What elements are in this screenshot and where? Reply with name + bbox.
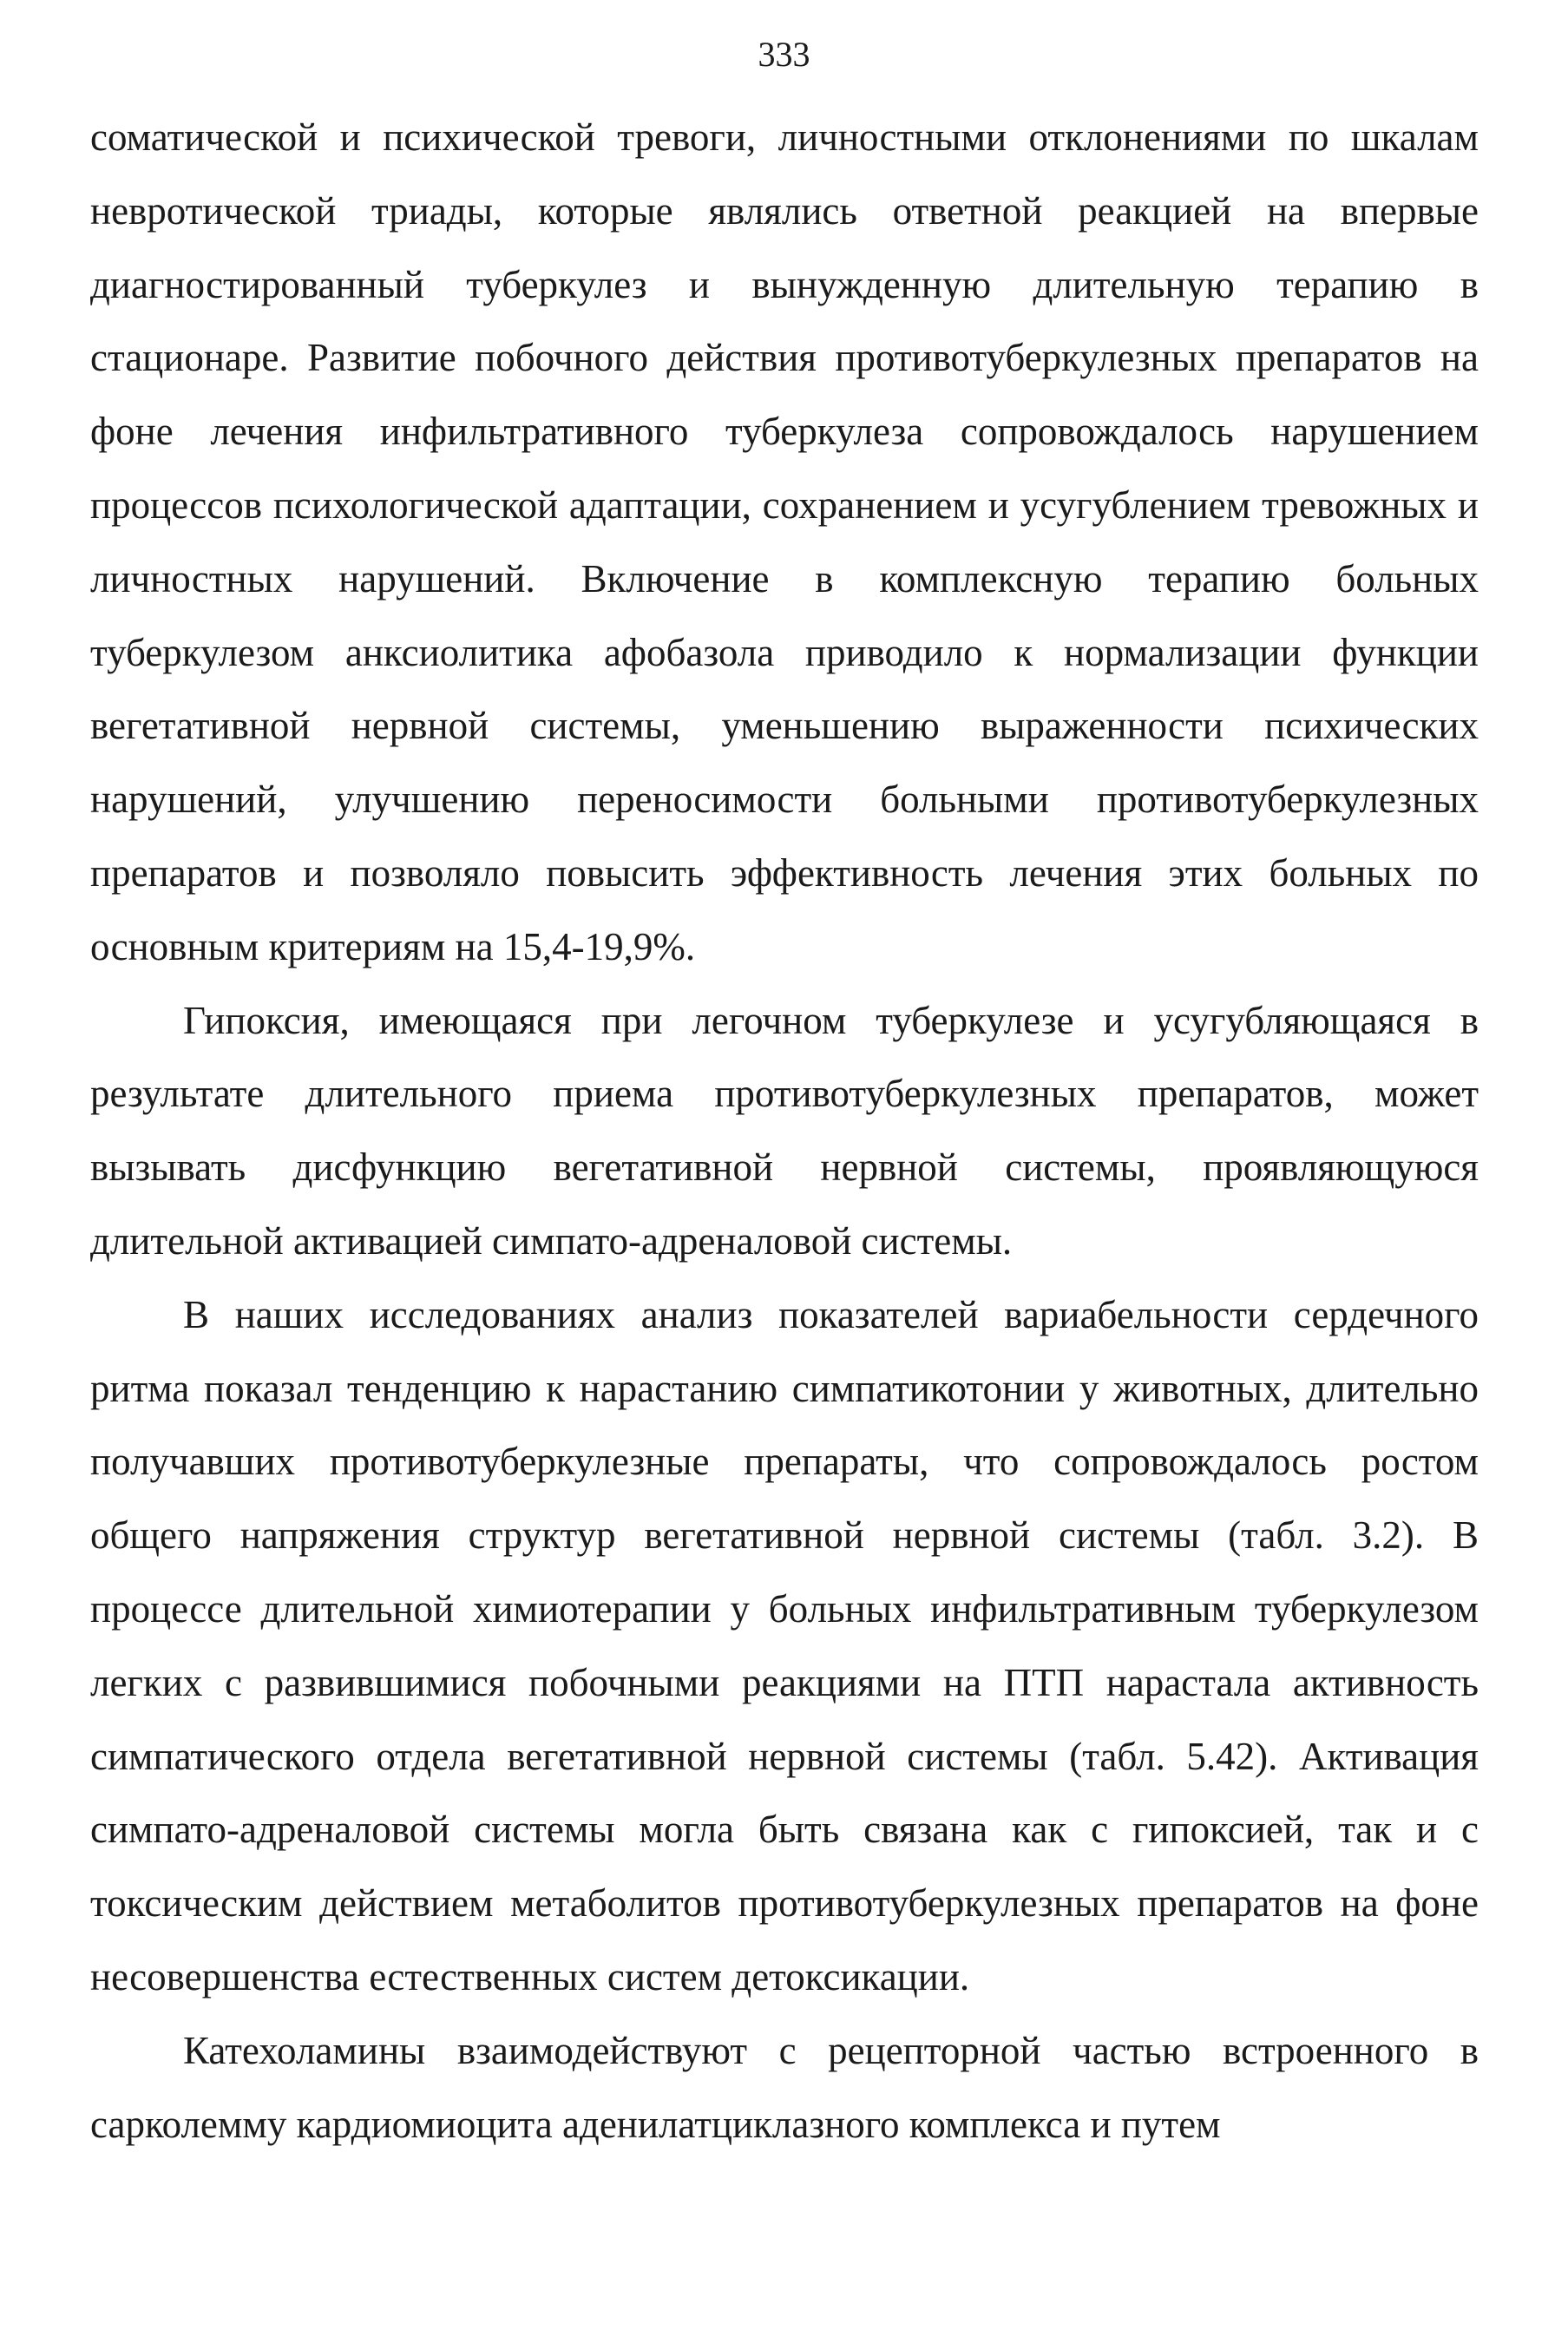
paragraph-catecholamines: Катехоламины взаимодействуют с рецепторной частью встроенного в сарколемму кардиомиоцита аденилатциклазного комплекса и путем [90, 2028, 1479, 2146]
body-text [90, 101, 1479, 2161]
paragraph-hypoxia: Гипоксия, имеющаяся при легочном туберкулезе и усугубляющаяся в результате длительного приема противотуберкулезных препаратов, может вызывать дисфункцию вегетативной нервной системы, проявляющуюся длительной активацией симпато-адреналовой системы. [90, 998, 1479, 1263]
paragraph-heart-rate-variability: В наших исследованиях анализ показателей вариабельности сердечного ритма показал тенденцию к нарастанию симпатикотонии у животных, длительно получавших противотуберкулезные препараты, что сопровождалось ростом общего напряжения структур вегетативной нервной системы (табл. 3.2). В процессе длительной химиотерапии у больных инфильтративным туберкулезом легких с развившимися побочными реакциями на ПТП нарастала активность симпатического отдела вегетативной нервной системы (табл. 5.42). Активация симпато-адреналовой системы могла быть связана как с гипоксией, так и с токсическим действием метаболитов противотуберкулезных препаратов на фоне несовершенства естественных систем детоксикации. [90, 1292, 1479, 1998]
page-number: 333 [758, 35, 810, 74]
paragraph-continuation: соматической и психической тревоги, личностными отклонениями по шкалам невротической триады, которые являлись ответной реакцией на впервые диагностированный туберкулез и вынужденную длительную терапию в стационаре. Развитие побочного действия противотуберкулезных препаратов на фоне лечения инфильтративного туберкулеза сопровождалось нарушением процессов психологической адаптации, сохранением и усугублением тревожных и личностных нарушений. Включение в комплексную терапию больных туберкулезом анксиолитика афобазола приводило к нормализации функции вегетативной нервной системы, уменьшению выраженности психических нарушений, улучшению переносимости больными противотуберкулезных препаратов и позволяло повысить эффективность лечения этих больных по основным критериям на 15,4-19,9%. [90, 115, 1479, 968]
